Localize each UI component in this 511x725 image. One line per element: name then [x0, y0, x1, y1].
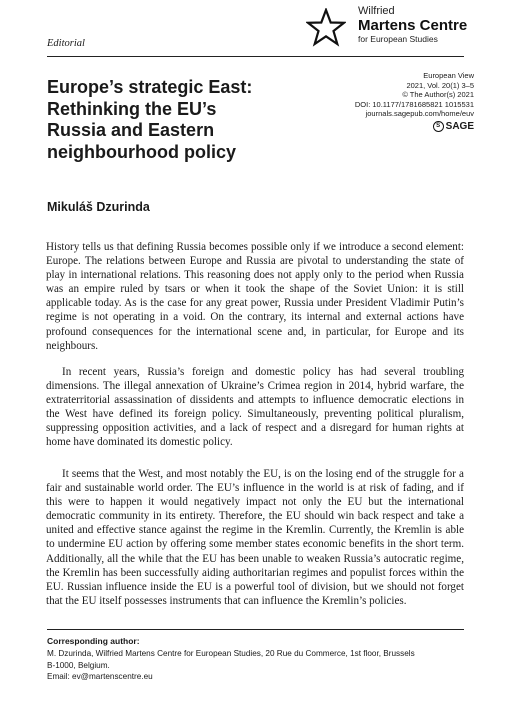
paragraph-2: In recent years, Russia’s foreign and domestic policy has had several troubling dimensions. The illegal annexation of Ukraine’s Crimea region in 2014, hybrid warfare, the extraterritorial assassination of dissidents and attempts to influence democratic elections in the West have defined its foreign policy. Simultaneously, preventing political pluralism, suppressing opposition activities, and a lack of respect and a disregard for human rights at home have dominated its domestic policy.: [46, 366, 464, 449]
section-label: Editorial: [47, 38, 85, 49]
paragraph-3: It seems that the West, and most notably the EU, is on the losing end of the struggle for a fair and sustainable world order. The EU’s influence in the world is at risk of fading, and if this were to happen it would negatively impact not only the EU but the international democratic community in its entirety. Therefore, the EU should win back respect and take a united and effective stance against the regime in the Kremlin. Currently, the Kremlin is able to undermine EU action by offering some member states economic benefits in the short term. Additionally, all the while that the EU has been unable to weaken Russia’s autocratic regime, the Kremlin has been successfully aiding authoritarian regimes and populist forces within the EU. Russian influence inside the EU is a powerful tool of division, but we should not forget that the EU itself possesses instruments that can influence the Kremlin’s policies.: [46, 468, 464, 607]
contact-email[interactable]: Email: ev@martenscentre.eu: [47, 672, 153, 682]
article-title: [47, 77, 307, 163]
doi[interactable]: DOI: 10.1177/1781685821 1015531: [354, 99, 474, 109]
star-icon: [306, 8, 346, 48]
author-name: Mikuláš Dzurinda: [47, 200, 150, 214]
title-line-3: Russia and Eastern: [47, 120, 215, 140]
paragraph-1: History tells us that defining Russia becomes possible only if we introduce a second element: Europe. The relations between Europe and Russia are pivotal to understanding the state of play in international relations. This reasoning does not apply only to the period when Russia was an empire ruled by tsars or when it took the shape of the Soviet Union: it is still applicable today. As is the case for any great power, Russia under President Vladimir Putin’s regime is not operating in a void. On the contrary, its internal and external actions have profound consequences for the international scene and, in particular, for Europe and its neighbours.: [46, 241, 464, 352]
title-line-4: neighbourhood policy: [47, 141, 236, 162]
header-rule: [47, 56, 464, 57]
journal-meta: [355, 71, 474, 132]
corresponding-heading: Corresponding author:: [47, 636, 140, 646]
journal-url[interactable]: journals.sagepub.com/home/euv: [365, 109, 474, 119]
address-line-1: M. Dzurinda, Wilfried Martens Centre for European Studies, 20 Rue du Commerce, 1st floor, Brussels: [47, 648, 415, 658]
corresponding-author: [47, 636, 415, 683]
sage-logo: [355, 121, 474, 132]
copyright: © The Author(s) 2021: [402, 90, 474, 100]
logo-line-1: Wilfried: [358, 5, 395, 17]
title-line-2: Rethinking the EU’s: [47, 98, 217, 119]
title-line-1: Europe’s strategic East:: [47, 77, 253, 97]
address-line-2: B-1000, Belgium.: [47, 660, 110, 670]
journal-volume: 2021, Vol. 20(1) 3–5: [406, 80, 474, 90]
logo-line-2: Martens Centre: [358, 17, 468, 34]
footer-rule: [47, 629, 464, 630]
logo-line-3: for European Studies: [358, 34, 438, 44]
martens-centre-logo: [306, 6, 476, 54]
sage-icon: S: [433, 121, 444, 132]
journal-name: European View: [423, 71, 474, 80]
sage-label: SAGE: [445, 120, 474, 132]
